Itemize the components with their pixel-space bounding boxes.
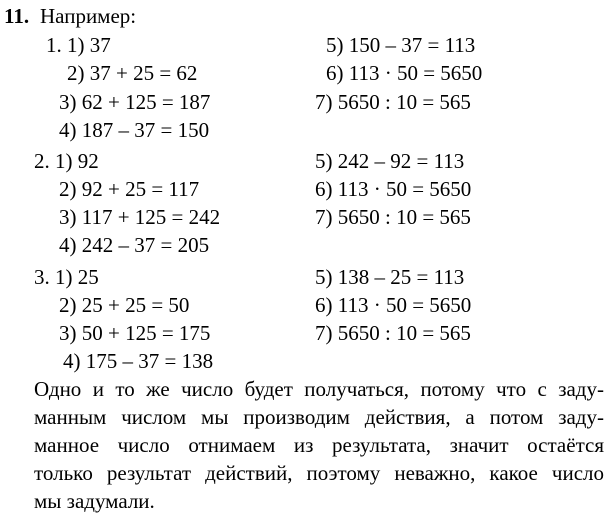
- block-2-step-1: 2. 1) 92: [34, 149, 99, 173]
- block-3-step-2: 2) 25 + 25 = 50: [59, 293, 190, 317]
- problem-number: 11.: [4, 4, 30, 28]
- conclusion-line: мы задумали.: [34, 489, 155, 513]
- block-1-step-2: 2) 37 + 25 = 62: [67, 61, 198, 85]
- conclusion-line: манное число отнимаем из результата, значит остаётся: [34, 433, 604, 457]
- block-2-step-2: 2) 92 + 25 = 117: [59, 177, 200, 201]
- block-1-step-3: 3) 62 + 125 = 187: [59, 90, 211, 114]
- block-2-step-5: 5) 242 – 92 = 113: [315, 149, 465, 173]
- block-2-step-4: 4) 242 – 37 = 205: [59, 233, 210, 257]
- conclusion-paragraph: [34, 375, 604, 515]
- block-1-step-1: 1. 1) 37: [46, 33, 111, 57]
- block-3-step-6: 6) 113 · 50 = 5650: [315, 293, 472, 317]
- block-3-step-5: 5) 138 – 25 = 113: [315, 265, 465, 289]
- conclusion-line: Одно и то же число будет получаться, потому что с заду-: [34, 377, 604, 401]
- block-2-step-7: 7) 5650 : 10 = 565: [315, 205, 471, 229]
- block-3-step-3: 3) 50 + 125 = 175: [59, 321, 211, 345]
- problem-intro: Например:: [40, 4, 137, 28]
- block-2-step-6: 6) 113 · 50 = 5650: [315, 177, 472, 201]
- block-3-step-4: 4) 175 – 37 = 138: [63, 349, 214, 373]
- block-1-step-7: 7) 5650 : 10 = 565: [315, 90, 471, 114]
- conclusion-line: манным числом мы производим действия, а потом заду-: [34, 405, 604, 429]
- block-3-step-1: 3. 1) 25: [34, 265, 99, 289]
- conclusion-line: только результат действий, поэтому неважно, какое число: [34, 461, 604, 485]
- block-2-step-3: 3) 117 + 125 = 242: [59, 205, 221, 229]
- block-3-step-7: 7) 5650 : 10 = 565: [315, 321, 471, 345]
- block-1-step-6: 6) 113 · 50 = 5650: [326, 61, 483, 85]
- block-1-step-4: 4) 187 – 37 = 150: [59, 118, 210, 142]
- block-1-step-5: 5) 150 – 37 = 113: [326, 33, 476, 57]
